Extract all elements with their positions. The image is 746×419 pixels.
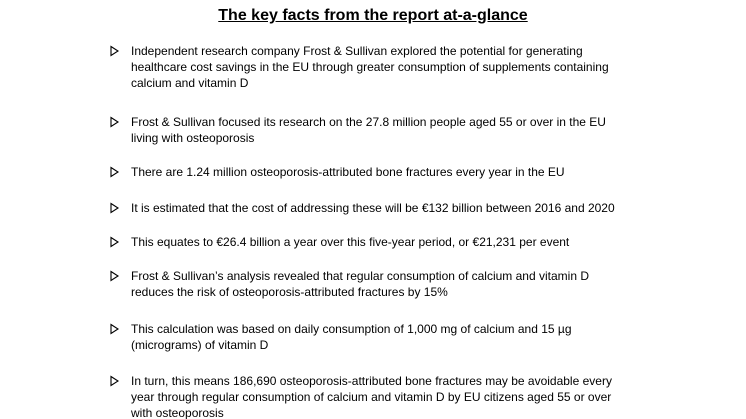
bullet-text: There are 1.24 million osteoporosis-attributed bone fractures every year in the EU (131, 165, 565, 179)
bullet-text: This calculation was based on daily consumption of 1,000 mg of calcium and 15 µg (micrograms) of vitamin D (131, 322, 572, 352)
arrow-bullet-icon (109, 373, 121, 389)
page-title: The key facts from the report at-a-glance (218, 7, 528, 24)
arrow-bullet-icon (109, 321, 121, 337)
arrow-bullet-icon (109, 200, 121, 216)
arrow-bullet-icon (109, 43, 121, 59)
arrow-bullet-icon (109, 114, 121, 130)
arrow-bullet-icon (109, 164, 121, 180)
bullet-text: In turn, this means 186,690 osteoporosis-attributed bone fractures may be avoidable every year through regular consumption of calcium and vitamin D by EU citizens aged 55 or over with osteoporosis (131, 374, 612, 419)
bullet-text: Frost & Sullivan focused its research on the 27.8 million people aged 55 or over in the EU living with osteoporosis (131, 115, 606, 145)
bullet-text: It is estimated that the cost of addressing these will be €132 billion between 2016 and 2020 (131, 201, 615, 215)
bullet-text: This equates to €26.4 billion a year over this five-year period, or €21,231 per event (131, 235, 570, 249)
arrow-bullet-icon (109, 234, 121, 250)
bullet-text: Independent research company Frost & Sullivan explored the potential for generating healthcare cost savings in the EU through greater consumption of supplements containing calcium and vitamin D (131, 44, 609, 90)
arrow-bullet-icon (109, 268, 121, 284)
bullet-text: Frost & Sullivan’s analysis revealed that regular consumption of calcium and vitamin D reduces the risk of osteoporosis-attributed fractures by 15% (131, 269, 589, 299)
